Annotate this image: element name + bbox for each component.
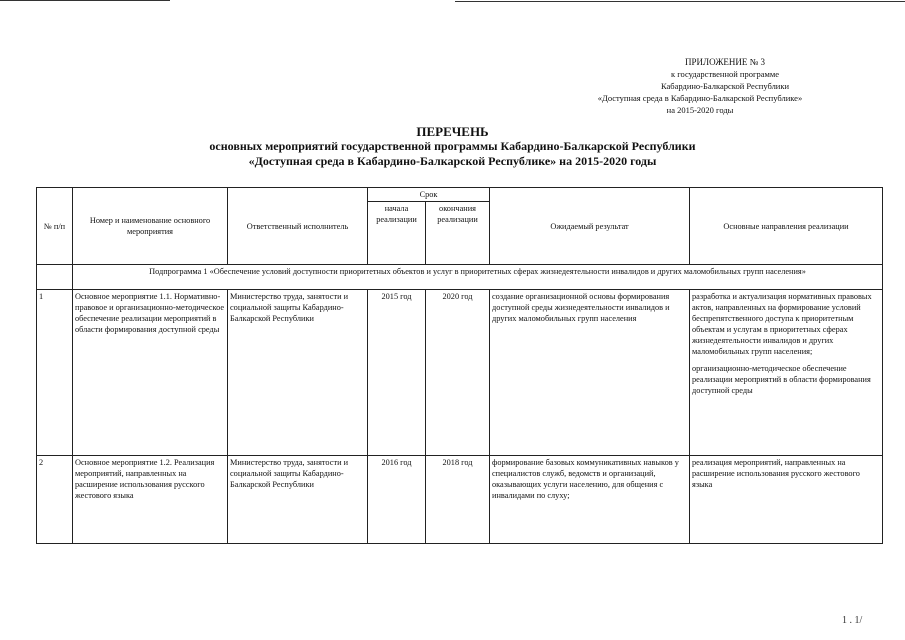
row-executor: Министерство труда, занятости и социальной защиты Кабардино-Балкарской Республики: [228, 290, 368, 456]
appendix-line: Кабардино-Балкарской Республики: [660, 81, 790, 91]
row-result: создание организационной основы формирования доступной среды жизнедеятельности инвалидов и других маломобильных групп населения: [490, 290, 690, 456]
direction-item: разработка и актуализация нормативных правовых актов, направленных на формирование условий беспрепятственного доступа к приоритетным объектам и услугам в приоритетных сферах жизнедеятельности инвалидов и других маломобильных групп населения;: [692, 292, 872, 356]
row-start: 2016 год: [368, 456, 426, 544]
direction-item: организационно-методическое обеспечение реализации мероприятий в области формирования доступной среды: [692, 364, 871, 395]
title-line: «Доступная среда в Кабардино-Балкарской Республике» на 2015-2020 годы: [248, 154, 657, 168]
row-start: 2015 год: [368, 290, 426, 456]
appendix-heading: ПРИЛОЖЕНИЕ № 3: [684, 57, 766, 67]
appendix-line: «Доступная среда в Кабардино-Балкарской Республике»: [597, 93, 803, 103]
scan-edge-line-left: [0, 0, 170, 1]
direction-item: реализация мероприятий, направленных на расширение использования русского жестового языка: [692, 458, 860, 489]
row-name: Основное мероприятие 1.1. Нормативно-правовое и организационно-методическое обеспечение реализации мероприятий в области формирования доступной среды: [73, 290, 228, 456]
scan-edge-line-right: [455, 1, 905, 2]
appendix-block: [520, 56, 850, 116]
row-num: 1: [37, 290, 73, 456]
row-end: 2020 год: [426, 290, 490, 456]
row-name: Основное мероприятие 1.2. Реализация мероприятий, направленных на расширение использования русского жестового языка: [73, 456, 228, 544]
table-row: [37, 290, 883, 456]
table-row: [37, 456, 883, 544]
header-term: Срок: [368, 188, 490, 202]
header-executor: Ответственный исполнитель: [228, 188, 368, 265]
header-name: Номер и наименование основного мероприятия: [73, 188, 228, 265]
title-line: ПЕРЕЧЕНЬ: [416, 124, 489, 139]
header-start: начала реализации: [368, 202, 426, 265]
page-mark: 1 . 1/: [842, 615, 863, 626]
header-end: окончания реализации: [426, 202, 490, 265]
row-end: 2018 год: [426, 456, 490, 544]
row-directions: [690, 456, 883, 544]
row-num: 2: [37, 456, 73, 544]
row-executor: Министерство труда, занятости и социальной защиты Кабардино-Балкарской Республики: [228, 456, 368, 544]
subprogram-title: Подпрограмма 1 «Обеспечение условий доступности приоритетных объектов и услуг в приоритетных сферах жизнедеятельности инвалидов и других маломобильных групп населения»: [73, 265, 883, 290]
measures-table: [36, 187, 883, 544]
row-result: формирование базовых коммуникативных навыков у специалистов служб, ведомств и организаций, оказывающих услуги населению, для общения с инвалидами по слуху;: [490, 456, 690, 544]
row-directions: [690, 290, 883, 456]
header-num: № п/п: [37, 188, 73, 265]
appendix-line: на 2015-2020 годы: [666, 105, 734, 115]
header-result: Ожидаемый результат: [490, 188, 690, 265]
header-directions: Основные направления реализации: [690, 188, 883, 265]
document-title: [0, 124, 905, 169]
appendix-line: к государственной программе: [670, 69, 780, 79]
title-line: основных мероприятий государственной программы Кабардино-Балкарской Республики: [209, 139, 696, 153]
subprogram-row: [37, 265, 883, 290]
